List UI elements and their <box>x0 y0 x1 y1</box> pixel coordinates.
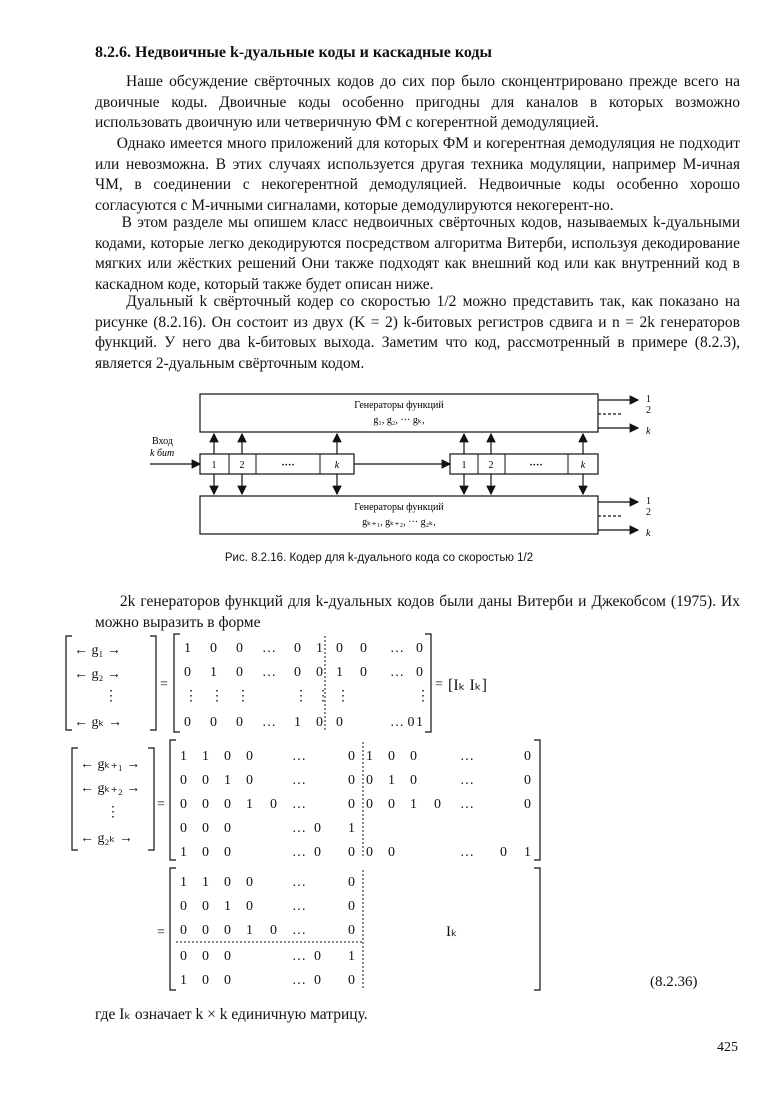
right-cell-2: 2 <box>488 460 494 471</box>
m1-cell: ⋮ <box>236 689 250 704</box>
eq3-equals: = <box>157 925 165 940</box>
paragraph-2: Однако имеется много приложений для которых ФМ и когерентная демодуляция не подходит или невозможна. В этих случаях используется другая техника модуляции, например M-ичная ЧМ, в соединении с некогерентной демодуляцией. Недвоичные коды особенно хорошо согласуются с M-ичными сигналами, которые демодулируются некогерент-но. <box>95 135 741 214</box>
m2-cell: 0 <box>524 797 531 812</box>
equation-number: (8.2.36) <box>650 974 698 990</box>
m2-cell: 1 <box>524 845 531 860</box>
m1-cell: … <box>390 665 404 680</box>
m2-cell: … <box>460 773 474 788</box>
m2-cell: 0 <box>202 845 209 860</box>
m2-cell: 0 <box>348 749 355 764</box>
final-line: где Iₖ означает k × k единичную матрицу. <box>95 1006 368 1023</box>
top-block-label: Генераторы функций <box>354 400 444 411</box>
m1-cell: ⋮ <box>336 689 350 704</box>
m1-cell: 0 <box>316 665 323 680</box>
paragraph-4: Дуальный k свёрточный кодер со скоростью 1/2 можно представить так, как показано на рисунке (8.2.16). Он состоит из двух (K = 2) k-битовых регистров сдвига и n = 2k генераторов функций. У него два k-битовых выхода. Заметим что код, рассмотренный в примере (8.2.3), является 2-дуальным свёрточным кодом. <box>95 293 740 372</box>
m3-cell: 0 <box>180 949 187 964</box>
m2-cell: … <box>460 845 474 860</box>
m2-cell: 1 <box>348 821 355 836</box>
right-cell-1: 1 <box>461 460 467 471</box>
m3-cell: 0 <box>314 949 321 964</box>
m3-cell: 0 <box>180 899 187 914</box>
m1-cell: ⋮ <box>210 689 224 704</box>
eq1-equals-2: = <box>435 677 443 692</box>
m2-cell: 1 <box>180 749 187 764</box>
m3-cell: 1 <box>348 949 355 964</box>
out-bottom-2: 2 <box>646 507 651 518</box>
m2-cell: 0 <box>224 821 231 836</box>
page-number: 425 <box>717 1040 738 1055</box>
m2-cell: … <box>292 773 306 788</box>
m3-cell: 0 <box>224 875 231 890</box>
input-label-2: k бит <box>150 448 175 459</box>
bottom-generators-label: gₖ₊₁, gₖ₊₂, ··· g₂ₖ, <box>362 517 436 528</box>
m1-cell: 0 <box>316 715 323 730</box>
m1-cell: 0 <box>236 641 243 656</box>
m2-cell: … <box>292 749 306 764</box>
m3-cell: … <box>292 923 306 938</box>
right-cell-dots: ···· <box>529 460 543 471</box>
m3-cell: 0 <box>224 973 231 988</box>
m3-cell: 0 <box>270 923 277 938</box>
m2-cell: 0 <box>366 773 373 788</box>
m3-cell: 0 <box>202 973 209 988</box>
out-top-k: k <box>646 426 651 437</box>
m2-cell: 1 <box>246 797 253 812</box>
m1-cell: 0 <box>210 641 217 656</box>
section-heading: 8.2.6. Недвоичные k-дуальные коды и каскадные коды <box>95 44 492 61</box>
m1-cell: 1 <box>210 665 217 680</box>
eq2-equals: = <box>157 797 165 812</box>
m2-cell: 0 <box>388 797 395 812</box>
vec2-row-3: ⋮ <box>106 805 120 820</box>
generator-matrix-equation <box>60 630 750 1000</box>
m2-cell: 0 <box>246 773 253 788</box>
m1-cell: 0 <box>236 665 243 680</box>
m3-cell: 0 <box>202 949 209 964</box>
m3-cell: 0 <box>348 899 355 914</box>
m3-cell: 0 <box>246 899 253 914</box>
m2-cell: 0 <box>366 797 373 812</box>
top-generators-label: g₁, g₂, ··· gₖ, <box>373 415 425 426</box>
m1-cell: 1 <box>416 715 423 730</box>
left-cell-k: k <box>334 460 340 471</box>
m2-cell: 0 <box>366 845 373 860</box>
m1-cell: … <box>390 641 404 656</box>
m2-cell: 1 <box>410 797 417 812</box>
m2-cell: 0 <box>410 749 417 764</box>
input-label-1: Вход <box>152 436 173 447</box>
m2-cell: 0 <box>388 845 395 860</box>
m2-cell: 0 <box>524 749 531 764</box>
m2-cell: 0 <box>202 773 209 788</box>
m2-cell: 0 <box>246 749 253 764</box>
out-top-2: 2 <box>646 405 651 416</box>
m3-cell: 0 <box>202 923 209 938</box>
m1-cell: ⋮ <box>184 689 198 704</box>
m2-cell: … <box>460 749 474 764</box>
vec2-row-1: ← gₖ₊₁ → <box>80 757 141 772</box>
m1-cell: 0 <box>336 641 343 656</box>
out-bottom-k: k <box>646 528 651 539</box>
m3-cell: 0 <box>224 923 231 938</box>
figure-caption: Рис. 8.2.16. Кодер для k-дуального кода со скоростью 1/2 <box>224 552 534 564</box>
out-bottom-1: 1 <box>646 496 651 507</box>
m3-cell: 1 <box>224 899 231 914</box>
m2-cell: 1 <box>202 749 209 764</box>
m1-cell: 1 <box>336 665 343 680</box>
vec2-row-4: ← g₂ₖ → <box>80 831 133 846</box>
m2-cell: … <box>292 845 306 860</box>
m2-cell: 0 <box>388 749 395 764</box>
m1-cell: 0 <box>336 715 343 730</box>
eq1-result: [Iₖ Iₖ] <box>448 677 487 694</box>
m1-cell: 1 <box>294 715 301 730</box>
paragraph-3: В этом разделе мы опишем класс недвоичных свёрточных кодов, называемых k-дуальными кодами, которые легко декодируются посредством алгоритма Витерби, используя декодирование мягких или жёстких решений Они также подходят как внешний код или как внутренний код в каскадном коде, который также будет описан ниже. <box>95 214 741 293</box>
m1-cell: ⋮ <box>316 689 330 704</box>
m2-cell: 0 <box>348 797 355 812</box>
m1-cell: 0 <box>416 665 423 680</box>
m2-cell: 0 <box>348 773 355 788</box>
m2-cell: 0 <box>180 821 187 836</box>
m1-cell: … <box>262 641 276 656</box>
m1-cell: 0 <box>360 641 367 656</box>
m1-cell: 0 <box>294 641 301 656</box>
m2-cell: 0 <box>180 797 187 812</box>
vec2-row-2: ← gₖ₊₂ → <box>80 781 141 796</box>
left-cell-1: 1 <box>211 460 217 471</box>
m1-cell: 0 <box>236 715 243 730</box>
m2-cell: 0 <box>224 845 231 860</box>
m3-cell: 0 <box>348 973 355 988</box>
m1-cell: 0 <box>184 665 191 680</box>
m1-cell: ⋮ <box>416 689 430 704</box>
m3-cell: 1 <box>180 875 187 890</box>
m3-cell: 0 <box>224 949 231 964</box>
m2-cell: 0 <box>314 845 321 860</box>
m3-cell: 0 <box>348 875 355 890</box>
m2-cell: 0 <box>180 773 187 788</box>
m3-cell: 0 <box>314 973 321 988</box>
m1-cell: 0 <box>360 665 367 680</box>
m2-cell: 0 <box>224 749 231 764</box>
m1-cell: ⋮ <box>294 689 308 704</box>
m2-cell: 0 <box>434 797 441 812</box>
m2-cell: 0 <box>202 821 209 836</box>
m1-cell: 1 <box>184 641 191 656</box>
m3-cell: 0 <box>180 923 187 938</box>
m1-cell: … <box>262 715 276 730</box>
out-top-1: 1 <box>646 394 651 405</box>
m3-cell: 0 <box>348 923 355 938</box>
m2-cell: 1 <box>366 749 373 764</box>
m3-cell: 0 <box>246 875 253 890</box>
bottom-block-label: Генераторы функций <box>354 502 444 513</box>
vec1-row-3: ⋮ <box>104 689 118 704</box>
m2-cell: 0 <box>224 797 231 812</box>
m2-cell: 0 <box>202 797 209 812</box>
m2-cell: 1 <box>180 845 187 860</box>
m2-cell: 0 <box>524 773 531 788</box>
m1-cell: 0 <box>184 715 191 730</box>
m3-cell: 1 <box>180 973 187 988</box>
m3-cell: 1 <box>202 875 209 890</box>
m2-cell: 1 <box>388 773 395 788</box>
identity-block: Iₖ <box>446 924 458 940</box>
m2-cell: … <box>292 821 306 836</box>
m3-cell: 1 <box>246 923 253 938</box>
m2-cell: 0 <box>410 773 417 788</box>
m1-cell: 1 <box>316 641 323 656</box>
m2-cell: 0 <box>270 797 277 812</box>
m2-cell: 0 <box>314 821 321 836</box>
m1-cell: 0 <box>210 715 217 730</box>
m2-cell: … <box>460 797 474 812</box>
left-cell-2: 2 <box>239 460 245 471</box>
vec1-row-2: ← g₂ → <box>74 667 121 682</box>
paragraph-1: Наше обсуждение свёрточных кодов до сих пор было сконцентрировано прежде всего на двоичные коды. Двоичные коды особенно пригодны для каналов в которых возможно использовать двоичную или четверичную ФМ с когерентной демодуляцией. <box>95 73 741 131</box>
vec1-row-4: ← gₖ → <box>74 715 122 730</box>
m2-cell: 0 <box>500 845 507 860</box>
m1-cell: … <box>262 665 276 680</box>
left-cell-dots: ···· <box>281 460 295 471</box>
eq1-equals: = <box>160 677 168 692</box>
m2-cell: 1 <box>224 773 231 788</box>
right-cell-k: k <box>580 460 586 471</box>
m2-cell: 0 <box>348 845 355 860</box>
m3-cell: 0 <box>202 899 209 914</box>
vec1-row-1: ← g₁ → <box>74 643 121 658</box>
m1-cell: … 0 <box>390 715 415 730</box>
m1-cell: 0 <box>416 641 423 656</box>
m3-cell: … <box>292 949 306 964</box>
m3-cell: … <box>292 875 306 890</box>
m3-cell: … <box>292 973 306 988</box>
encoder-figure <box>140 388 660 548</box>
m1-cell: 0 <box>294 665 301 680</box>
m3-cell: … <box>292 899 306 914</box>
m2-cell: … <box>292 797 306 812</box>
paragraph-5: 2k генераторов функций для k-дуальных кодов были даны Витерби и Джекобсом (1975). Их можно выразить в форме <box>95 593 741 631</box>
